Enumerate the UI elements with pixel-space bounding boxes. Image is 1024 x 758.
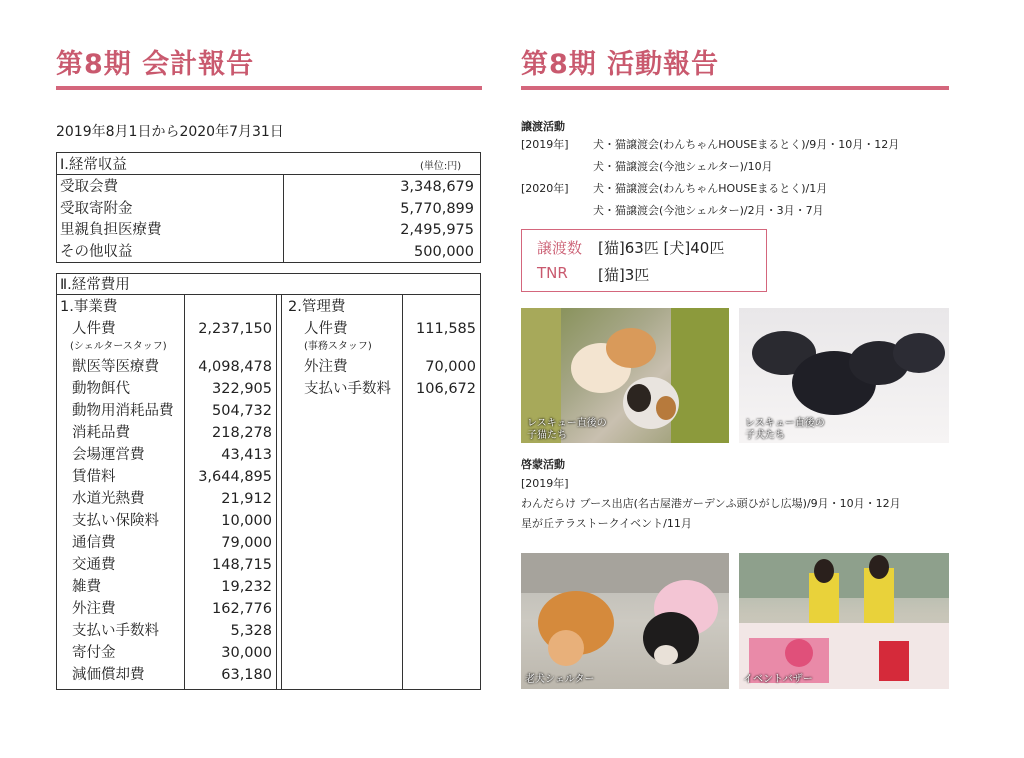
accounting-title: 第8期 会計報告 xyxy=(56,49,255,80)
management-row-label: 人件費 xyxy=(304,321,348,337)
stats-box xyxy=(521,229,767,292)
business-row-value: 43,413 xyxy=(221,447,272,463)
transfer-heading: 譲渡活動 xyxy=(521,120,565,133)
business-row-label: 減価償却費 xyxy=(72,667,145,683)
business-row-value: 21,912 xyxy=(221,491,272,507)
business-row-label: 会場運営費 xyxy=(72,447,145,463)
management-row-label: 外注費 xyxy=(304,359,348,375)
puppies-caption: レスキュー直後の 子犬たち xyxy=(745,418,825,441)
business-row-label: 賃借料 xyxy=(72,469,116,485)
business-row-label: 交通費 xyxy=(72,557,116,573)
bazaar-caption: イベントバザー xyxy=(743,674,813,685)
outreach-year: [2019年] xyxy=(521,477,569,490)
management-row-value: 106,672 xyxy=(416,381,476,397)
business-row-value: 218,278 xyxy=(212,425,272,441)
fiscal-period: 2019年8月1日から2020年7月31日 xyxy=(56,124,284,140)
bazaar-photo xyxy=(739,553,949,689)
business-row-label: 寄付金 xyxy=(72,645,116,661)
unit-label: (単位:円) xyxy=(420,161,462,172)
business-row-value: 148,715 xyxy=(212,557,272,573)
business-row-value: 322,905 xyxy=(212,381,272,397)
management-row-sub: (事務スタッフ) xyxy=(304,341,372,352)
transfer-line: 犬・猫譲渡会(わんちゃんHOUSEまるとく)/9月・10月・12月 xyxy=(593,138,900,151)
activity-title: 第8期 活動報告 xyxy=(521,49,720,80)
income-row-label: 里親負担医療費 xyxy=(60,222,162,238)
stat-label-transfers: 譲渡数 xyxy=(537,239,583,257)
business-row-value: 19,232 xyxy=(221,579,272,595)
business-row-value: 4,098,478 xyxy=(198,359,272,375)
business-row-label: 雑費 xyxy=(72,579,101,595)
business-row-value: 3,644,895 xyxy=(198,469,272,485)
senior-dogs-caption: 老犬シェルター xyxy=(525,674,595,685)
business-row-sub: (シェルタースタッフ) xyxy=(70,341,167,352)
title-rule-right xyxy=(521,86,949,90)
business-row-value: 79,000 xyxy=(221,535,272,551)
expense-header: Ⅱ.経常費用 xyxy=(60,277,130,293)
income-row-value: 5,770,899 xyxy=(400,200,474,217)
business-row-label: 人件費 xyxy=(72,321,116,337)
business-row-value: 162,776 xyxy=(212,601,272,617)
business-row-label: 獣医等医療費 xyxy=(72,359,159,375)
business-row-label: 通信費 xyxy=(72,535,116,551)
business-row-value: 30,000 xyxy=(221,645,272,661)
management-row-label: 支払い手数料 xyxy=(304,381,391,397)
transfer-line: 犬・猫譲渡会(今池シェルター)/10月 xyxy=(593,160,773,173)
business-row-label: 外注費 xyxy=(72,601,116,617)
transfer-year: [2020年] xyxy=(521,182,569,195)
transfer-year: [2019年] xyxy=(521,138,569,151)
management-row-value: 111,585 xyxy=(416,321,476,337)
business-row-label: 動物餌代 xyxy=(72,381,130,397)
management-title: 2.管理費 xyxy=(288,299,346,315)
income-row-value: 500,000 xyxy=(414,243,474,260)
income-header: I.経常収益 xyxy=(60,157,127,173)
stat-value-tnr: [猫]3匹 xyxy=(598,266,650,284)
business-row-label: 支払い保険料 xyxy=(72,513,159,529)
puppies-photo xyxy=(739,308,949,443)
business-row-value: 5,328 xyxy=(230,623,272,639)
stat-label-tnr: TNR xyxy=(537,264,568,282)
title-rule-left xyxy=(56,86,482,90)
business-row-value: 10,000 xyxy=(221,513,272,529)
transfer-line: 犬・猫譲渡会(今池シェルター)/2月・3月・7月 xyxy=(593,204,824,217)
business-row-value: 504,732 xyxy=(212,403,272,419)
kittens-photo xyxy=(521,308,729,443)
outreach-line-2: 星が丘テラストークイベント/11月 xyxy=(521,517,692,530)
income-row-label: 受取会費 xyxy=(60,179,118,195)
business-row-value: 2,237,150 xyxy=(198,321,272,337)
income-row-label: 受取寄附金 xyxy=(60,200,133,217)
senior-dogs-photo xyxy=(521,553,729,689)
income-row-value: 2,495,975 xyxy=(400,222,474,238)
management-row-value: 70,000 xyxy=(425,359,476,375)
kittens-caption: レスキュー直後の 子猫たち xyxy=(527,418,607,441)
income-row-value: 3,348,679 xyxy=(400,179,474,195)
business-title: 1.事業費 xyxy=(60,299,118,315)
outreach-line-1: わんだらけ ブース出店(名古屋港ガーデンふ頭ひがし広場)/9月・10月・12月 xyxy=(521,497,901,510)
business-row-label: 水道光熱費 xyxy=(72,491,145,507)
business-row-value: 63,180 xyxy=(221,667,272,683)
income-row-label: その他収益 xyxy=(60,243,133,260)
business-row-label: 支払い手数料 xyxy=(72,623,159,639)
business-row-label: 消耗品費 xyxy=(72,425,130,441)
transfer-line: 犬・猫譲渡会(わんちゃんHOUSEまるとく)/1月 xyxy=(593,182,828,195)
stat-value-transfers: [猫]63匹 [犬]40匹 xyxy=(598,239,725,257)
business-row-label: 動物用消耗品費 xyxy=(72,403,174,419)
outreach-heading: 啓蒙活動 xyxy=(521,458,565,471)
